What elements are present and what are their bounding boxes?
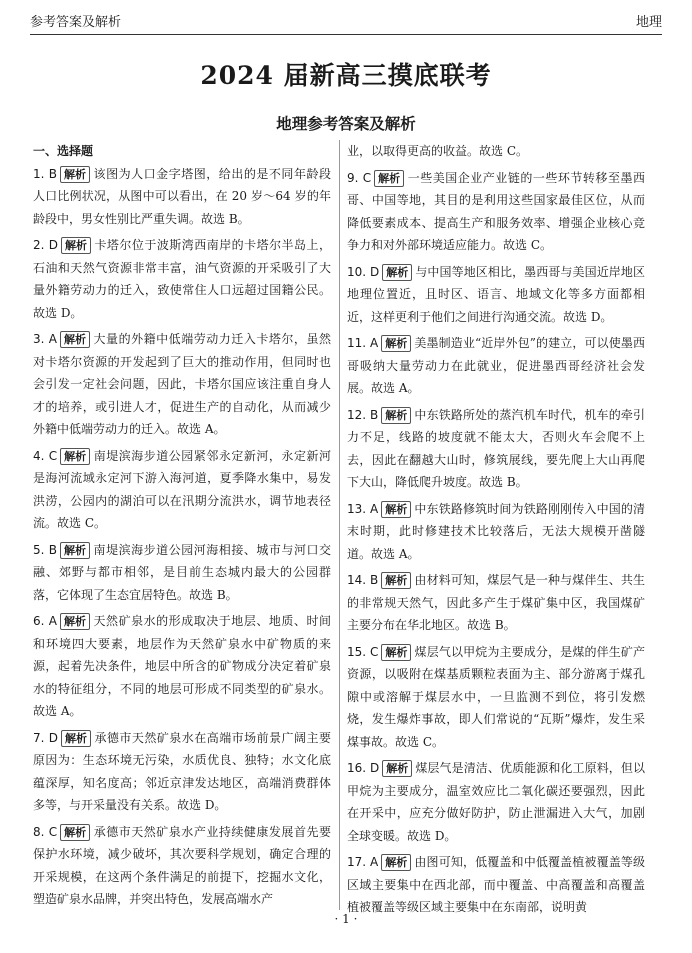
analysis-label: 解析 [382,264,412,281]
answer-entry [347,167,645,257]
left-column [33,140,331,915]
answer-text: 天然矿泉水的形成取决于地层、地质、时间和环境四大要素，地层作为天然矿泉水中矿物质的来源，起着先决条件，地层中所含的矿物成分决定着矿泉水的特征组分，不同的地层可形成不同类型的矿泉水。故选 A。 [33,614,331,718]
header-subject: 地理 [635,14,662,30]
column-divider [339,140,340,910]
analysis-label: 解析 [60,542,90,559]
header-rule [30,34,662,35]
answer-number: 15. C [347,644,379,659]
analysis-label: 解析 [60,448,90,465]
header-left-text: 参考答案及解析 [30,14,122,30]
answer-entry [347,404,645,494]
analysis-label: 解析 [382,760,412,777]
answer-number: 7. D [33,730,58,745]
answer-text: 中东铁路修筑时间为铁路刚刚传入中国的清末时期，此时修建技术比较落后，无法大规模开凿隧道。故选 A。 [347,501,645,561]
answer-entry [33,234,331,324]
answer-text: 中东铁路所处的蒸汽机车时代，机车的牵引力不足，线路的坡度就不能太大，否则火车会爬不上去，因此在翻越大山时，修筑展线，要先爬上大山再爬下大山，降低爬升坡度。故选 B。 [347,407,645,489]
page-title: 2024 届新高三摸底联考 [200,61,492,90]
answer-text: 卡塔尔位于波斯湾西南岸的卡塔尔半岛上，石油和天然气资源非常丰富，油气资源的开采吸引了大量外籍劳动力的迁入，致使常住人口远超过国籍公民。故选 D。 [33,238,331,320]
analysis-label: 解析 [61,237,91,254]
analysis-label: 解析 [381,407,411,424]
answer-text: 一些美国企业产业链的一些环节转移至墨西哥、中国等地，其目的是利用这些国家最佳区位，从而降低要素成本、提高生产和服务效率、增强企业核心竞争力和对外部环境适应能力。故选 C。 [347,170,645,252]
answer-text: 与中国等地区相比，墨西哥与美国近岸地区地理位置近，且时区、语言、地域文化等多方面都相近，这样更利于他们之间进行沟通交流。故选 D。 [347,264,645,324]
answer-text: 由图可知，低覆盖和中低覆盖植被覆盖等级区域主要集中在西北部，而中覆盖、中高覆盖和高覆盖植被覆盖等级区域主要集中在东南部，说明黄 [347,855,645,914]
analysis-label: 解析 [381,572,411,589]
analysis-label: 解析 [381,501,411,518]
answer-entry [347,332,645,400]
answer-number: 1. B [33,166,58,181]
running-header [30,8,662,32]
analysis-label: 解析 [374,170,404,187]
answer-number: 6. A [33,614,57,628]
answer-number: 4. C [33,448,58,463]
answer-entry [347,569,645,637]
answer-entry [347,757,645,847]
answer-entry [347,641,645,754]
analysis-label: 解析 [60,166,90,183]
analysis-label: 解析 [381,335,411,352]
answer-number: 2. D [33,238,58,252]
answer-entry [33,610,331,723]
answer-text: 该图为人口金字塔图，给出的是不同年龄段人口比例状况，从图中可以看出，在 20 岁～64 岁的年龄段中，男女性别比严重失调。故选 B。 [33,166,331,226]
answer-entry [33,539,331,607]
answer-entry [33,328,331,441]
answer-text: 承德市天然矿泉水在高端市场前景广阔主要原因为：生态环境无污染，水质优良、独特；水文化底蕴深厚，知名度高；邻近京津发达地区，高端消费群体多等，与开采量没有关系。故选 D。 [33,730,331,812]
answer-number: 12. B [347,407,379,422]
analysis-label: 解析 [381,644,411,661]
right-column [347,140,645,923]
answer-number: 8. C [33,824,58,839]
analysis-label: 解析 [61,730,91,747]
answer-text: 美墨制造业“近岸外包”的建立，可以使墨西哥吸纳大量劳动力在此就业，促进墨西哥经济社会发展。故选 A。 [347,336,645,395]
answer-text: 大量的外籍中低端劳动力迁入卡塔尔，虽然对卡塔尔资源的开发起到了巨大的推动作用，但同时也会引发一定社会问题，因此，卡塔尔国应该注重自身人才的培养，或引进人才，促进生产的自动化，从而减少外籍中低端劳动力的迁入。故选 A。 [33,332,331,436]
answer-entry [347,140,645,163]
analysis-label: 解析 [60,613,90,630]
answer-number: 16. D [347,761,380,775]
analysis-label: 解析 [60,824,90,841]
answer-text: 南堤滨海步道公园河海相接、城市与河口交融、郊野与都市相邻，是目前生态城内最大的公园群落，它体现了生态宜居特色。故选 B。 [33,542,331,602]
answer-entry [33,727,331,817]
answer-number: 9. C [347,170,372,185]
answer-text: 煤层气是清洁、优质能源和化工原料，但以甲烷为主要成分，温室效应比二氧化碳还要强烈，因此在开采中，应充分做好防护，防止泄漏进入大气，加剧全球变暖。故选 D。 [347,761,645,843]
analysis-label: 解析 [60,331,90,348]
answer-number: 17. A [347,855,379,869]
analysis-label: 解析 [381,854,411,871]
answer-number: 11. A [347,336,379,350]
answer-text: 煤层气以甲烷为主要成分，是煤的伴生矿产资源，以吸附在煤基质颗粒表面为主、部分游离于煤孔隙中或溶解于煤层水中，一旦监测不到位，将引发燃烧，发生爆炸事故，即人们常说的“瓦斯”爆炸，发生采煤事故。故选 C。 [347,644,645,749]
answer-number: 3. A [33,332,57,346]
section-heading: 一、选择题 [33,144,94,158]
answer-entry [347,851,645,919]
answer-number: 13. A [347,501,379,516]
answer-entry [33,163,331,231]
answer-entry [33,821,331,911]
answer-text: 南堤滨海步道公园紧邻永定新河，永定新河是海河流域永定河下游入海河道，夏季降水集中，易发洪涝，公园内的湖泊可以在汛期分流洪水，调节地表径流。故选 C。 [33,448,331,530]
answer-entry [347,498,645,566]
page-number: · 1 · [334,912,358,926]
answer-text: 业，以取得更高的收益。故选 C。 [347,144,528,158]
page-subtitle: 地理参考答案及解析 [276,115,416,133]
answer-text: 由材料可知，煤层气是一种与煤伴生、共生的非常规天然气，因此多产生于煤矿集中区，我国煤矿主要分布在华北地区。故选 B。 [347,573,645,632]
answer-number: 10. D [347,264,380,279]
answer-number: 5. B [33,542,58,557]
answer-entry [347,261,645,329]
answer-entry [33,445,331,535]
answer-text: 承德市天然矿泉水产业持续健康发展首先要保护水环境，减少破坏，其次要科学规划，确定合理的开采规模，在这两个条件满足的前提下，挖掘水文化，塑造矿泉水品牌，并突出特色，发展高端水产 [33,824,331,906]
answer-number: 14. B [347,573,379,587]
